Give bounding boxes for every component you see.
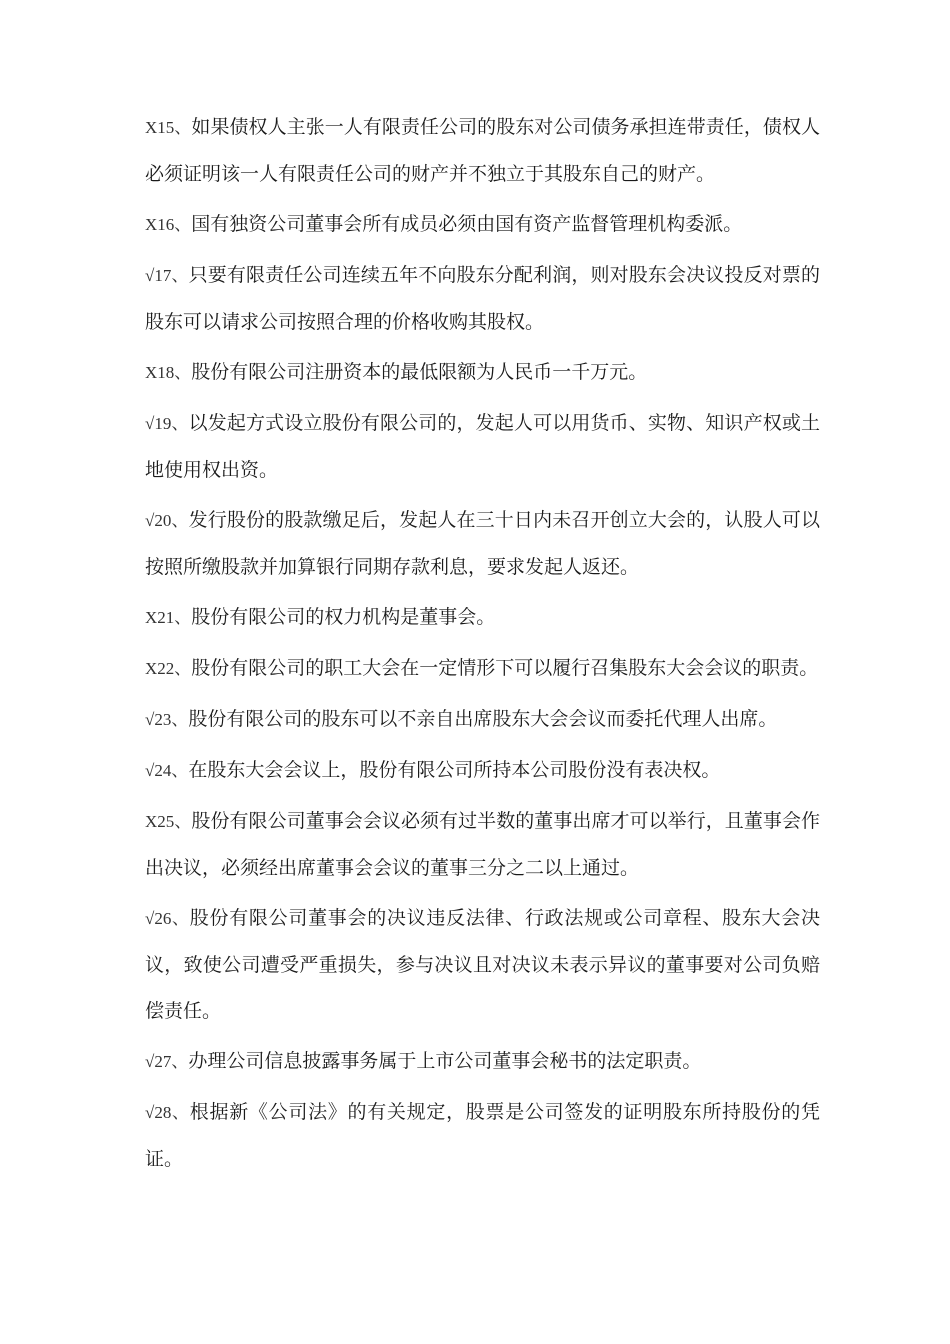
question-item-23 [145, 696, 820, 743]
answer-mark: X21、 [145, 608, 192, 627]
question-text: 以发起方式设立股份有限公司的，发起人可以用货币、实物、知识产权或土地使用权出资。 [145, 412, 820, 481]
question-text: 股份有限公司的职工大会在一定情形下可以履行召集股东大会会议的职责。 [191, 657, 819, 679]
question-text: 在股东大会会议上，股份有限公司所持本公司股份没有表决权。 [188, 759, 721, 781]
question-text: 根据新《公司法》的有关规定，股票是公司签发的证明股东所持股份的凭证。 [145, 1101, 820, 1170]
question-list [145, 104, 820, 1186]
question-item-18 [145, 349, 820, 396]
question-item-27 [145, 1038, 820, 1085]
answer-mark: X16、 [145, 215, 192, 234]
question-text: 国有独资公司董事会所有成员必须由国有资产监督管理机构委派。 [191, 213, 743, 235]
question-item-22 [145, 645, 820, 692]
answer-mark: √24、 [145, 761, 189, 780]
question-item-25 [145, 798, 820, 891]
question-item-20 [145, 497, 820, 590]
answer-mark: X25、 [145, 812, 192, 831]
question-item-24 [145, 747, 820, 794]
answer-mark: √26、 [145, 909, 190, 928]
question-text: 股份有限公司的股东可以不亲自出席股东大会会议而委托代理人出席。 [188, 708, 778, 730]
question-item-28 [145, 1089, 820, 1182]
question-text: 股份有限公司董事会会议必须有过半数的董事出席才可以举行，且董事会作出决议，必须经出席董事会会议的董事三分之二以上通过。 [145, 810, 820, 879]
question-text: 办理公司信息披露事务属于上市公司董事会秘书的法定职责。 [188, 1050, 702, 1072]
question-item-17 [145, 252, 820, 345]
answer-mark: X18、 [145, 363, 192, 382]
question-item-15 [145, 104, 820, 197]
question-text: 只要有限责任公司连续五年不向股东分配利润，则对股东会决议投反对票的股东可以请求公司按照合理的价格收购其股权。 [145, 264, 820, 333]
question-item-26 [145, 895, 820, 1034]
question-text: 发行股份的股款缴足后，发起人在三十日内未召开创立大会的，认股人可以按照所缴股款并加算银行同期存款利息，要求发起人返还。 [145, 509, 820, 578]
answer-mark: √20、 [145, 511, 189, 530]
answer-mark: √23、 [145, 710, 189, 729]
answer-mark: X22、 [145, 659, 192, 678]
question-text: 股份有限公司注册资本的最低限额为人民币一千万元。 [191, 361, 648, 383]
answer-mark: √27、 [145, 1052, 189, 1071]
question-item-21 [145, 594, 820, 641]
answer-mark: X15、 [145, 118, 192, 137]
question-item-19 [145, 400, 820, 493]
question-item-16 [145, 201, 820, 248]
question-text: 如果债权人主张一人有限责任公司的股东对公司债务承担连带责任，债权人必须证明该一人有限责任公司的财产并不独立于其股东自己的财产。 [145, 116, 820, 185]
question-text: 股份有限公司的权力机构是董事会。 [191, 606, 496, 628]
question-text: 股份有限公司董事会的决议违反法律、行政法规或公司章程、股东大会决议，致使公司遭受严重损失，参与决议且对决议未表示异议的董事要对公司负赔偿责任。 [145, 907, 820, 1022]
answer-mark: √28、 [145, 1103, 190, 1122]
answer-mark: √17、 [145, 266, 189, 285]
answer-mark: √19、 [145, 414, 189, 433]
